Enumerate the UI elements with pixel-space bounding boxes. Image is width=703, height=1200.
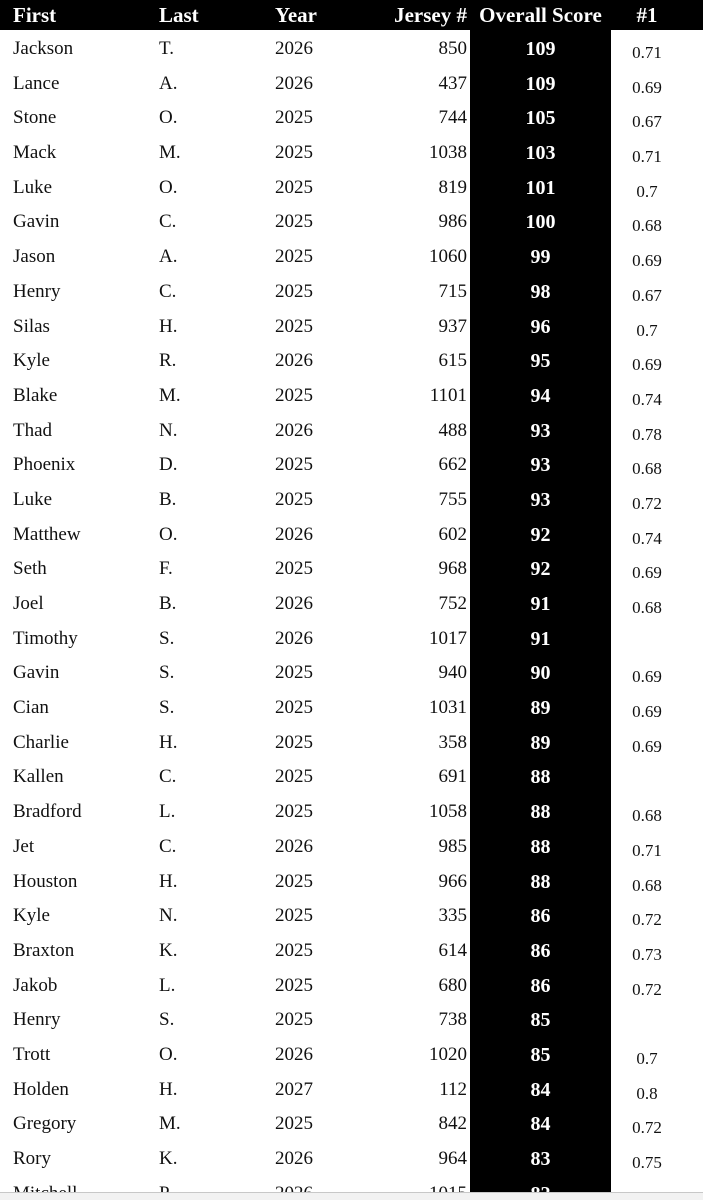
- year-cell: 2026: [275, 72, 313, 94]
- last-initial-cell: C.: [159, 835, 177, 857]
- year-cell: 2025: [275, 176, 313, 198]
- jersey-number-cell: 1038: [429, 142, 467, 164]
- last-initial-cell: H.: [159, 315, 178, 337]
- table-row: [0, 865, 703, 900]
- last-initial-cell: B.: [159, 593, 177, 614]
- header-jersey: Jersey #: [394, 3, 467, 27]
- first-name-cell: Rory: [13, 1148, 51, 1169]
- jersey-number-cell: 358: [438, 731, 467, 753]
- overall-score-cell: 109: [525, 38, 556, 60]
- jersey-number-cell: 1017: [429, 627, 467, 649]
- last-initial-cell: S.: [159, 627, 175, 649]
- last-initial-cell: M.: [159, 384, 181, 406]
- jersey-number-cell: 615: [438, 350, 467, 372]
- year-cell: 2025: [275, 731, 313, 753]
- overall-score-cell: 92: [530, 523, 551, 546]
- header-first: First: [13, 3, 57, 27]
- first-name-cell: Seth: [13, 558, 47, 580]
- table-row: [0, 414, 703, 449]
- jersey-number-cell: 1101: [429, 384, 467, 406]
- table-row: [0, 344, 703, 379]
- table-row: [0, 1038, 703, 1073]
- overall-score-cell: 91: [530, 627, 551, 650]
- number-one-cell: 0.68: [632, 459, 662, 479]
- last-initial-cell: M.: [159, 1113, 181, 1135]
- jersey-number-cell: 744: [438, 107, 467, 129]
- table-row: [0, 1142, 703, 1177]
- last-initial-cell: B.: [159, 488, 177, 510]
- jersey-number-cell: 964: [438, 1148, 467, 1169]
- jersey-number-cell: 715: [438, 280, 467, 302]
- number-one-cell: [611, 760, 683, 764]
- year-cell: 2026: [275, 1148, 313, 1169]
- header-year: Year: [275, 3, 317, 27]
- jersey-number-cell: 850: [438, 38, 467, 59]
- first-name-cell: Lance: [13, 72, 60, 94]
- table-row: [0, 830, 703, 865]
- last-initial-cell: H.: [159, 731, 178, 753]
- year-cell: 2025: [275, 454, 313, 476]
- table-row: [0, 136, 703, 171]
- jersey-number-cell: 1020: [429, 1043, 467, 1065]
- header-overall-score: Overall Score: [479, 3, 602, 27]
- table-row: [0, 171, 703, 206]
- year-cell: 2025: [275, 974, 313, 996]
- year-cell: 2026: [275, 38, 313, 59]
- last-initial-cell: L.: [159, 801, 176, 823]
- table-row: [0, 587, 703, 622]
- jersey-number-cell: 940: [438, 662, 467, 684]
- last-initial-cell: O.: [159, 176, 178, 198]
- jersey-number-cell: 335: [438, 905, 467, 927]
- number-one-cell: [611, 622, 683, 626]
- overall-score-cell: 101: [525, 176, 556, 199]
- header-last: Last: [159, 3, 199, 27]
- last-initial-cell: O.: [159, 107, 178, 129]
- jersey-number-cell: 602: [438, 523, 467, 545]
- first-name-cell: Joel: [13, 593, 44, 614]
- jersey-number-cell: 488: [438, 419, 467, 441]
- number-one-cell: 0.67: [632, 112, 662, 132]
- number-one-cell: 0.69: [632, 355, 662, 375]
- jersey-number-cell: 738: [438, 1009, 467, 1031]
- overall-score-cell: 83: [530, 1148, 551, 1170]
- screen-bottom-edge: [0, 1192, 703, 1200]
- last-initial-cell: H.: [159, 1078, 178, 1100]
- table-row: [0, 934, 703, 969]
- table-body: [0, 32, 703, 1200]
- table-row: [0, 795, 703, 830]
- overall-score-cell: 88: [530, 835, 551, 858]
- year-cell: 2025: [275, 246, 313, 268]
- overall-score-cell: 99: [530, 246, 551, 269]
- year-cell: 2025: [275, 1113, 313, 1135]
- number-one-cell: 0.72: [632, 493, 662, 513]
- table-row: [0, 622, 703, 657]
- last-initial-cell: K.: [159, 1148, 178, 1169]
- first-name-cell: Luke: [13, 488, 53, 510]
- jersey-number-cell: 614: [438, 939, 467, 961]
- first-name-cell: Blake: [13, 384, 58, 406]
- overall-score-cell: 85: [530, 1009, 551, 1032]
- overall-score-cell: 93: [530, 454, 551, 477]
- number-one-cell: 0.74: [632, 528, 662, 548]
- table-row: [0, 67, 703, 102]
- number-one-cell: 0.7: [636, 320, 658, 340]
- first-name-cell: Cian: [13, 697, 49, 719]
- table-row: [0, 969, 703, 1004]
- first-name-cell: Trott: [13, 1043, 51, 1065]
- overall-score-cell: 98: [530, 280, 551, 303]
- year-cell: 2025: [275, 905, 313, 927]
- overall-score-cell: 90: [530, 662, 551, 685]
- first-name-cell: Jakob: [13, 974, 58, 996]
- year-cell: 2026: [275, 627, 313, 649]
- first-name-cell: Phoenix: [13, 454, 76, 476]
- last-initial-cell: C.: [159, 280, 177, 302]
- jersey-number-cell: 819: [438, 176, 467, 198]
- table-row: [0, 656, 703, 691]
- first-name-cell: Kyle: [13, 905, 50, 927]
- last-initial-cell: T.: [159, 38, 174, 59]
- overall-score-cell: 85: [530, 1043, 551, 1066]
- number-one-cell: 0.69: [632, 251, 662, 271]
- last-initial-cell: S.: [159, 697, 175, 719]
- first-name-cell: Jackson: [13, 38, 74, 59]
- first-name-cell: Stone: [13, 107, 57, 129]
- jersey-number-cell: 1031: [429, 697, 467, 719]
- number-one-cell: 0.71: [632, 147, 662, 167]
- overall-score-cell: 86: [530, 905, 551, 928]
- year-cell: 2025: [275, 697, 313, 719]
- year-cell: 2026: [275, 419, 313, 441]
- overall-score-cell: 96: [530, 315, 551, 338]
- table-row: [0, 1003, 703, 1038]
- last-initial-cell: M.: [159, 142, 181, 164]
- number-one-cell: 0.69: [632, 702, 662, 722]
- table-row: [0, 101, 703, 136]
- jersey-number-cell: 966: [438, 870, 467, 892]
- jersey-number-cell: 662: [438, 454, 467, 476]
- overall-score-cell: 103: [525, 142, 556, 165]
- table-row: [0, 275, 703, 310]
- overall-score-cell: 88: [530, 870, 551, 893]
- year-cell: 2025: [275, 1009, 313, 1031]
- number-one-cell: 0.8: [636, 1083, 658, 1103]
- number-one-cell: [611, 1003, 683, 1007]
- year-cell: 2025: [275, 488, 313, 510]
- year-cell: 2025: [275, 315, 313, 337]
- year-cell: 2027: [275, 1078, 313, 1100]
- year-cell: 2025: [275, 280, 313, 302]
- last-initial-cell: L.: [159, 974, 176, 996]
- first-name-cell: Thad: [13, 419, 53, 441]
- last-initial-cell: S.: [159, 662, 175, 684]
- overall-score-cell: 93: [530, 488, 551, 511]
- last-initial-cell: F.: [159, 558, 173, 580]
- first-name-cell: Silas: [13, 315, 50, 337]
- year-cell: 2025: [275, 766, 313, 788]
- year-cell: 2026: [275, 835, 313, 857]
- jersey-number-cell: 1060: [429, 246, 467, 268]
- year-cell: 2025: [275, 107, 313, 129]
- number-one-cell: 0.69: [632, 563, 662, 583]
- number-one-cell: 0.75: [632, 1153, 662, 1172]
- table-row: [0, 760, 703, 795]
- overall-score-cell: 84: [530, 1113, 551, 1136]
- number-one-cell: 0.72: [632, 979, 662, 999]
- number-one-cell: 0.68: [632, 806, 662, 826]
- number-one-cell: 0.78: [632, 424, 662, 444]
- overall-score-cell: 89: [530, 697, 551, 720]
- overall-score-cell: 91: [530, 593, 551, 615]
- jersey-number-cell: 842: [438, 1113, 467, 1135]
- overall-score-cell: 93: [530, 419, 551, 442]
- number-one-cell: 0.68: [632, 598, 662, 617]
- last-initial-cell: C.: [159, 766, 177, 788]
- first-name-cell: Bradford: [13, 801, 82, 823]
- last-initial-cell: N.: [159, 419, 178, 441]
- jersey-number-cell: 1058: [429, 801, 467, 823]
- year-cell: 2025: [275, 558, 313, 580]
- number-one-cell: 0.71: [632, 43, 662, 62]
- number-one-cell: 0.67: [632, 285, 662, 305]
- first-name-cell: Henry: [13, 1009, 61, 1031]
- last-initial-cell: O.: [159, 523, 178, 545]
- year-cell: 2025: [275, 870, 313, 892]
- first-name-cell: Henry: [13, 280, 61, 302]
- last-initial-cell: S.: [159, 1009, 175, 1031]
- year-cell: 2026: [275, 1043, 313, 1065]
- first-name-cell: Jet: [13, 835, 35, 857]
- last-initial-cell: N.: [159, 905, 178, 927]
- jersey-number-cell: 755: [438, 488, 467, 510]
- overall-score-cell: 95: [530, 350, 551, 373]
- first-name-cell: Gavin: [13, 662, 60, 684]
- year-cell: 2026: [275, 593, 313, 614]
- jersey-number-cell: 437: [438, 72, 467, 94]
- table-row: [0, 726, 703, 761]
- last-initial-cell: H.: [159, 870, 178, 892]
- first-name-cell: Jason: [13, 246, 56, 268]
- number-one-cell: 0.71: [632, 840, 662, 860]
- last-initial-cell: A.: [159, 72, 178, 94]
- overall-score-cell: 88: [530, 801, 551, 824]
- jersey-number-cell: 937: [438, 315, 467, 337]
- header-number-one: #1: [636, 3, 658, 27]
- number-one-cell: 0.69: [632, 736, 662, 756]
- jersey-number-cell: 691: [438, 766, 467, 788]
- year-cell: 2026: [275, 523, 313, 545]
- first-name-cell: Braxton: [13, 939, 75, 961]
- year-cell: 2026: [275, 350, 313, 372]
- number-one-cell: 0.69: [632, 667, 662, 687]
- first-name-cell: Houston: [13, 870, 78, 892]
- jersey-number-cell: 752: [438, 593, 467, 614]
- number-one-cell: 0.68: [632, 216, 662, 236]
- first-name-cell: Gavin: [13, 211, 60, 233]
- first-name-cell: Charlie: [13, 731, 69, 753]
- year-cell: 2025: [275, 801, 313, 823]
- last-initial-cell: O.: [159, 1043, 178, 1065]
- number-one-cell: 0.7: [636, 1048, 658, 1068]
- overall-score-cell: 92: [530, 558, 551, 581]
- overall-score-cell: 86: [530, 974, 551, 997]
- number-one-cell: 0.7: [636, 181, 658, 201]
- overall-score-cell: 88: [530, 766, 551, 789]
- first-name-cell: Timothy: [13, 627, 78, 649]
- first-name-cell: Matthew: [13, 523, 81, 545]
- table-row: [0, 483, 703, 518]
- table-row: [0, 32, 703, 67]
- jersey-number-cell: 986: [438, 211, 467, 233]
- table-row: [0, 1073, 703, 1108]
- first-name-cell: Luke: [13, 176, 53, 198]
- year-cell: 2025: [275, 142, 313, 164]
- year-cell: 2025: [275, 384, 313, 406]
- overall-score-cell: 89: [530, 731, 551, 754]
- table-row: [0, 205, 703, 240]
- table-row: [0, 448, 703, 483]
- jersey-number-cell: 680: [438, 974, 467, 996]
- last-initial-cell: R.: [159, 350, 177, 372]
- first-name-cell: Holden: [13, 1078, 69, 1100]
- jersey-number-cell: 985: [438, 835, 467, 857]
- year-cell: 2025: [275, 211, 313, 233]
- first-name-cell: Kallen: [13, 766, 64, 788]
- overall-score-cell: 84: [530, 1078, 551, 1101]
- overall-score-cell: 94: [530, 384, 551, 407]
- number-one-cell: 0.72: [632, 1118, 662, 1138]
- table-row: [0, 310, 703, 345]
- number-one-cell: 0.72: [632, 910, 662, 930]
- number-one-cell: 0.69: [632, 77, 662, 97]
- table-row: [0, 691, 703, 726]
- table-row: [0, 518, 703, 553]
- last-initial-cell: D.: [159, 454, 178, 476]
- table-row: [0, 379, 703, 414]
- number-one-cell: 0.68: [632, 875, 662, 895]
- number-one-cell: 0.74: [632, 389, 662, 409]
- table-row: [0, 1107, 703, 1142]
- jersey-number-cell: 968: [438, 558, 467, 580]
- overall-score-cell: 109: [525, 72, 556, 95]
- first-name-cell: Mack: [13, 142, 57, 164]
- year-cell: 2025: [275, 939, 313, 961]
- overall-score-cell: 86: [530, 939, 551, 962]
- table-row: [0, 240, 703, 275]
- table-row: [0, 899, 703, 934]
- table-row: [0, 552, 703, 587]
- jersey-number-cell: 112: [439, 1078, 467, 1100]
- overall-score-cell: 105: [525, 107, 556, 130]
- year-cell: 2025: [275, 662, 313, 684]
- number-one-cell: 0.73: [632, 944, 662, 964]
- first-name-cell: Kyle: [13, 350, 50, 372]
- last-initial-cell: A.: [159, 246, 178, 268]
- table-header-row: [0, 0, 703, 30]
- first-name-cell: Gregory: [13, 1113, 77, 1135]
- overall-score-cell: 100: [525, 211, 556, 234]
- last-initial-cell: C.: [159, 211, 177, 233]
- last-initial-cell: K.: [159, 939, 178, 961]
